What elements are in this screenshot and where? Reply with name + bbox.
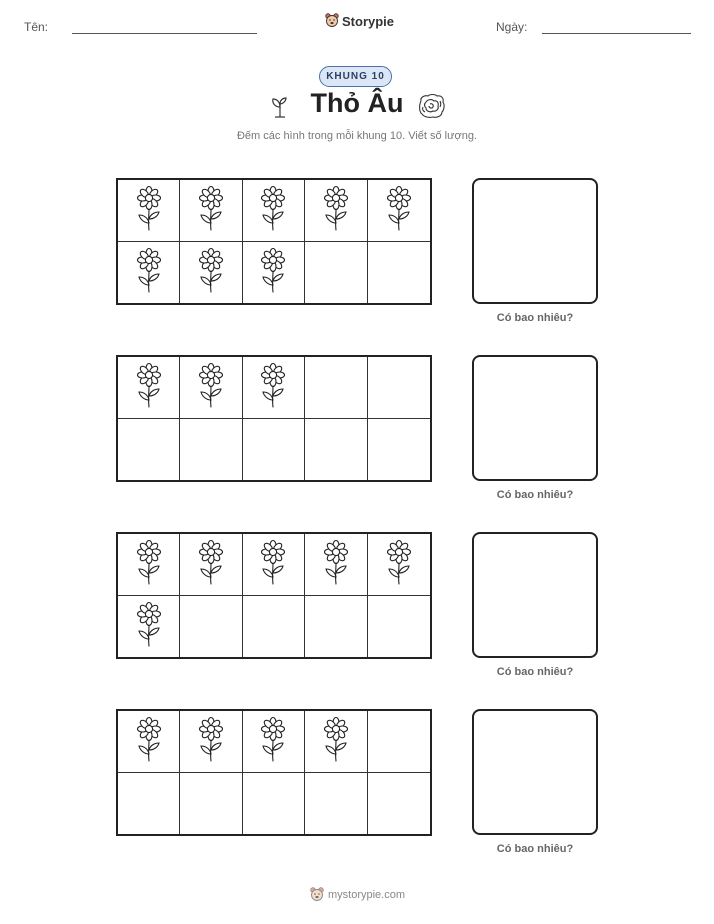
- frame-cell: [243, 596, 305, 658]
- cabbage-icon: [417, 93, 447, 119]
- flower-icon: [320, 539, 352, 590]
- frame-cell: [305, 357, 367, 419]
- frame-cell: [368, 357, 430, 419]
- flower-icon: [195, 185, 227, 236]
- brand-logo: [325, 13, 394, 29]
- frame-cell: [305, 534, 367, 596]
- frame-cell: [305, 242, 367, 304]
- brand-name: Storypie: [342, 13, 395, 29]
- date-line[interactable]: [542, 33, 691, 34]
- bear-mascot-icon: [325, 13, 339, 29]
- answer-box-1[interactable]: [472, 178, 598, 304]
- question-3: Có bao nhiêu?: [496, 666, 574, 678]
- frame-cell: [118, 773, 180, 835]
- question-2: Có bao nhiêu?: [496, 489, 574, 501]
- topic-badge: KHUNG 10: [319, 66, 392, 87]
- frame-cell: [305, 773, 367, 835]
- flower-icon: [383, 185, 415, 236]
- frame-cell: [243, 534, 305, 596]
- frame-cell: [243, 357, 305, 419]
- flower-icon: [195, 362, 227, 413]
- frame-cell: [305, 180, 367, 242]
- footer-url[interactable]: mystorypie.com: [328, 889, 406, 901]
- ten-frame-3: [116, 532, 432, 659]
- frame-cell: [180, 419, 242, 481]
- flower-icon: [257, 716, 289, 767]
- frame-cell: [243, 419, 305, 481]
- frame-cell: [118, 357, 180, 419]
- flower-icon: [257, 247, 289, 298]
- date-label: Ngày:: [496, 20, 528, 34]
- answer-box-2[interactable]: [472, 355, 598, 481]
- page-title: Thỏ Âu: [310, 88, 404, 118]
- flower-icon: [133, 539, 165, 590]
- frame-cell: [368, 711, 430, 773]
- frame-cell: [243, 242, 305, 304]
- frame-cell: [180, 242, 242, 304]
- frame-cell: [180, 711, 242, 773]
- flower-icon: [195, 247, 227, 298]
- answer-box-4[interactable]: [472, 709, 598, 835]
- frame-cell: [118, 534, 180, 596]
- frame-cell: [243, 773, 305, 835]
- frame-cell: [305, 596, 367, 658]
- frame-cell: [305, 711, 367, 773]
- flower-icon: [195, 716, 227, 767]
- frame-cell: [118, 596, 180, 658]
- frame-cell: [118, 180, 180, 242]
- frame-cell: [368, 534, 430, 596]
- flower-icon: [320, 185, 352, 236]
- flower-icon: [195, 539, 227, 590]
- ten-frame-4: [116, 709, 432, 836]
- frame-cell: [305, 419, 367, 481]
- frame-cell: [180, 596, 242, 658]
- ten-frame-2: [116, 355, 432, 482]
- frame-cell: [118, 419, 180, 481]
- frame-cell: [368, 180, 430, 242]
- frame-cell: [180, 534, 242, 596]
- flower-icon: [257, 362, 289, 413]
- flower-icon: [133, 601, 165, 652]
- frame-cell: [368, 596, 430, 658]
- frame-cell: [243, 711, 305, 773]
- answer-box-3[interactable]: [472, 532, 598, 658]
- frame-cell: [180, 180, 242, 242]
- frame-cell: [243, 180, 305, 242]
- flower-icon: [383, 539, 415, 590]
- question-1: Có bao nhiêu?: [496, 312, 574, 324]
- flower-icon: [257, 539, 289, 590]
- question-4: Có bao nhiêu?: [496, 843, 574, 855]
- frame-cell: [368, 242, 430, 304]
- frame-cell: [368, 773, 430, 835]
- frame-cell: [368, 419, 430, 481]
- name-label: Tên:: [24, 20, 49, 34]
- frame-cell: [118, 242, 180, 304]
- frame-cell: [180, 773, 242, 835]
- footer: [310, 887, 405, 903]
- flower-icon: [133, 247, 165, 298]
- flower-icon: [320, 716, 352, 767]
- flower-icon: [133, 185, 165, 236]
- instructions: Đếm các hình trong mỗi khung 10. Viết số lượng.: [236, 130, 477, 142]
- bear-mascot-icon: [310, 887, 324, 903]
- ten-frame-1: [116, 178, 432, 305]
- frame-cell: [118, 711, 180, 773]
- frame-cell: [180, 357, 242, 419]
- flower-icon: [257, 185, 289, 236]
- name-line[interactable]: [72, 33, 257, 34]
- flower-icon: [133, 716, 165, 767]
- flower-icon: [133, 362, 165, 413]
